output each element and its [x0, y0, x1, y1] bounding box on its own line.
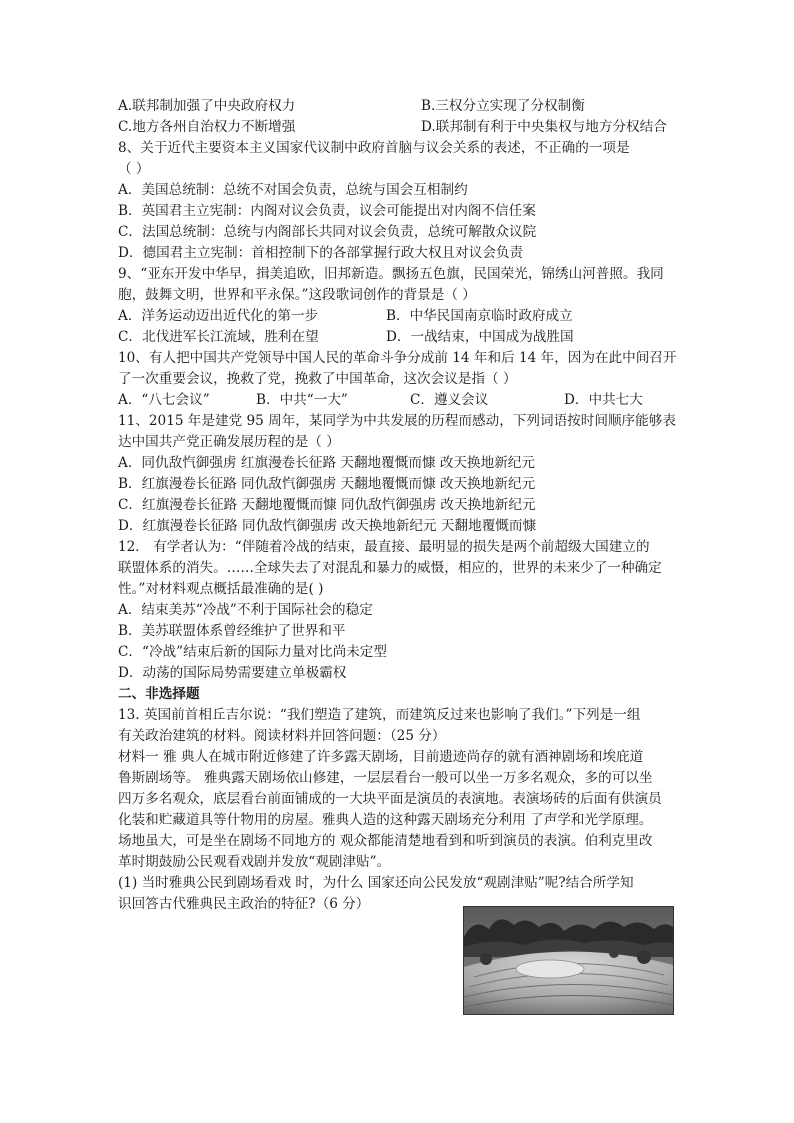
q8-option-a: A．美国总统制：总统不对国会负责，总统与国会互相制约 — [118, 182, 468, 198]
q11-stem-line-2: 达中国共产党正确发展历程的是（ ） — [118, 434, 340, 450]
q9-stem-line-2: 胞，鼓舞文明，世界和平永保。”这段歌词创作的背景是（ ） — [118, 287, 476, 303]
q8-stem-line-1: 8、关于近代主要资本主义国家代议制中政府首脑与议会关系的表述，不正确的一项是 — [118, 140, 630, 156]
theatre-photo — [463, 906, 674, 1015]
q8-option-d: D．德国君主立宪制：首相控制下的各部掌握行政大权且对议会负责 — [118, 245, 524, 261]
q13-material-line-3: 四万多名观众，底层看台前面铺成的一大块平面是演员的表演地。表演场砖的后面有供演员 — [118, 791, 662, 807]
q10-stem-line-1: 10、有人把中国共产党领导中国人民的革命斗争分成前 14 年和后 14 年，因为在此中间召开 — [118, 350, 677, 366]
q7-option-b: B.三权分立实现了分权制衡 — [421, 98, 585, 114]
q9-stem-line-1: 9、“亚东开发中华早，揖美追欧，旧邦新造。飘扬五色旗，民国荣光，锦绣山河普照。我同 — [118, 266, 664, 282]
q13-material-line-2: 鲁斯剧场等。 雅典露天剧场依山修建，一层层看台一般可以坐一万多名观众，多的可以坐 — [118, 770, 653, 786]
q9-option-c: C．北伐进军长江流域，胜利在望 — [118, 329, 319, 345]
q9-option-d: D．一战结束，中国成为战胜国 — [386, 329, 574, 345]
q11-option-c: C．红旗漫卷长征路 天翻地覆慨而慷 同仇敌忾御强虏 改天换地新纪元 — [118, 497, 536, 513]
q13-material-line-4: 化装和贮藏道具等什物用的房屋。雅典人造的这种露天剧场充分利用 了声学和光学原理。 — [118, 812, 653, 828]
q12-stem-line-2: 联盟体系的消失。……全球失去了对混乱和暴力的威慑，相应的，世界的未来少了一种确定 — [118, 560, 662, 576]
q10-stem-line-2: 了一次重要会议，挽救了党，挽救了中国革命，这次会议是指（ ） — [118, 371, 517, 387]
q11-option-a: A．同仇敌忾御强虏 红旗漫卷长征路 天翻地覆慨而慷 改天换地新纪元 — [118, 455, 535, 471]
q12-stem-line-1: 12． 有学者认为：“伴随着冷战的结束，最直接、最明显的损失是两个前超级大国建立的 — [118, 539, 650, 555]
q12-option-d: D．动荡的国际局势需要建立单极霸权 — [118, 665, 347, 681]
q8-stem-line-2: （ ） — [118, 161, 150, 177]
q11-option-b: B．红旗漫卷长征路 同仇敌忾御强虏 天翻地覆慨而慷 改天换地新纪元 — [118, 476, 536, 492]
q13-subquestion-1-line-1: (1) 当时雅典公民到剧场看戏 时，为什么 国家还向公民发放“观剧津贴”呢?结合所学知 — [118, 875, 634, 891]
q12-stem-line-3: 性。”对材料观点概括最准确的是( ) — [118, 581, 324, 597]
q9-option-b: B．中华民国南京临时政府成立 — [386, 308, 573, 324]
q7-option-d: D.联邦制有利于中央集权与地方分权结合 — [421, 119, 667, 135]
q10-option-a: A．“八七会议” — [118, 392, 210, 408]
q13-subquestion-1-line-2: 识回答古代雅典民主政治的特征?（6 分） — [118, 896, 370, 912]
q12-option-a: A．结束美苏“冷战”不利于国际社会的稳定 — [118, 602, 373, 618]
q10-option-b: B．中共“一大” — [256, 392, 348, 408]
theatre-photo-drawing — [464, 907, 673, 1014]
q13-material-line-1: 材料一 雅 典人在城市附近修建了许多露天剧场，目前遗迹尚存的就有酒神剧场和埃庇道 — [118, 749, 644, 765]
q8-option-b: B．英国君主立宪制：内阁对议会负责，议会可能提出对内阁不信任案 — [118, 203, 536, 219]
section-heading: 二、非选择题 — [118, 686, 200, 702]
q10-option-c: C．遵义会议 — [410, 392, 489, 408]
q13-material-line-5: 场地虽大，可是坐在剧场不同地方的 观众都能清楚地看到和听到演员的表演。伯利克里改 — [118, 833, 653, 849]
q12-option-c: C．“冷战”结束后新的国际力量对比尚未定型 — [118, 644, 387, 660]
q7-option-c: C.地方各州自治权力不断增强 — [118, 119, 296, 135]
q7-option-a: A.联邦制加强了中央政府权力 — [118, 98, 296, 114]
q10-option-d: D．中共七大 — [564, 392, 643, 408]
q11-stem-line-1: 11、2015 年是建党 95 周年，某同学为中共发展的历程而感动，下列词语按时间顺序能够表 — [118, 413, 676, 429]
q8-option-c: C．法国总统制：总统与内阁部长共同对议会负责，总统可解散众议院 — [118, 224, 537, 240]
q11-option-d: D．红旗漫卷长征路 同仇敌忾御强虏 改天换地新纪元 天翻地覆慨而慷 — [118, 518, 537, 534]
q9-option-a: A．洋务运动迈出近代化的第一步 — [118, 308, 319, 324]
q13-material-line-6: 革时期鼓励公民观看戏剧并发放“观剧津贴”。 — [118, 854, 391, 870]
q13-stem-line-1: 13. 英国前首相丘吉尔说：“我们塑造了建筑，而建筑反过来也影响了我们。”下列是一组 — [118, 707, 641, 723]
q13-stem-line-2: 有关政治建筑的材料。阅读材料并回答问题：（25 分） — [118, 728, 446, 744]
q12-option-b: B．美苏联盟体系曾经维护了世界和平 — [118, 623, 346, 639]
